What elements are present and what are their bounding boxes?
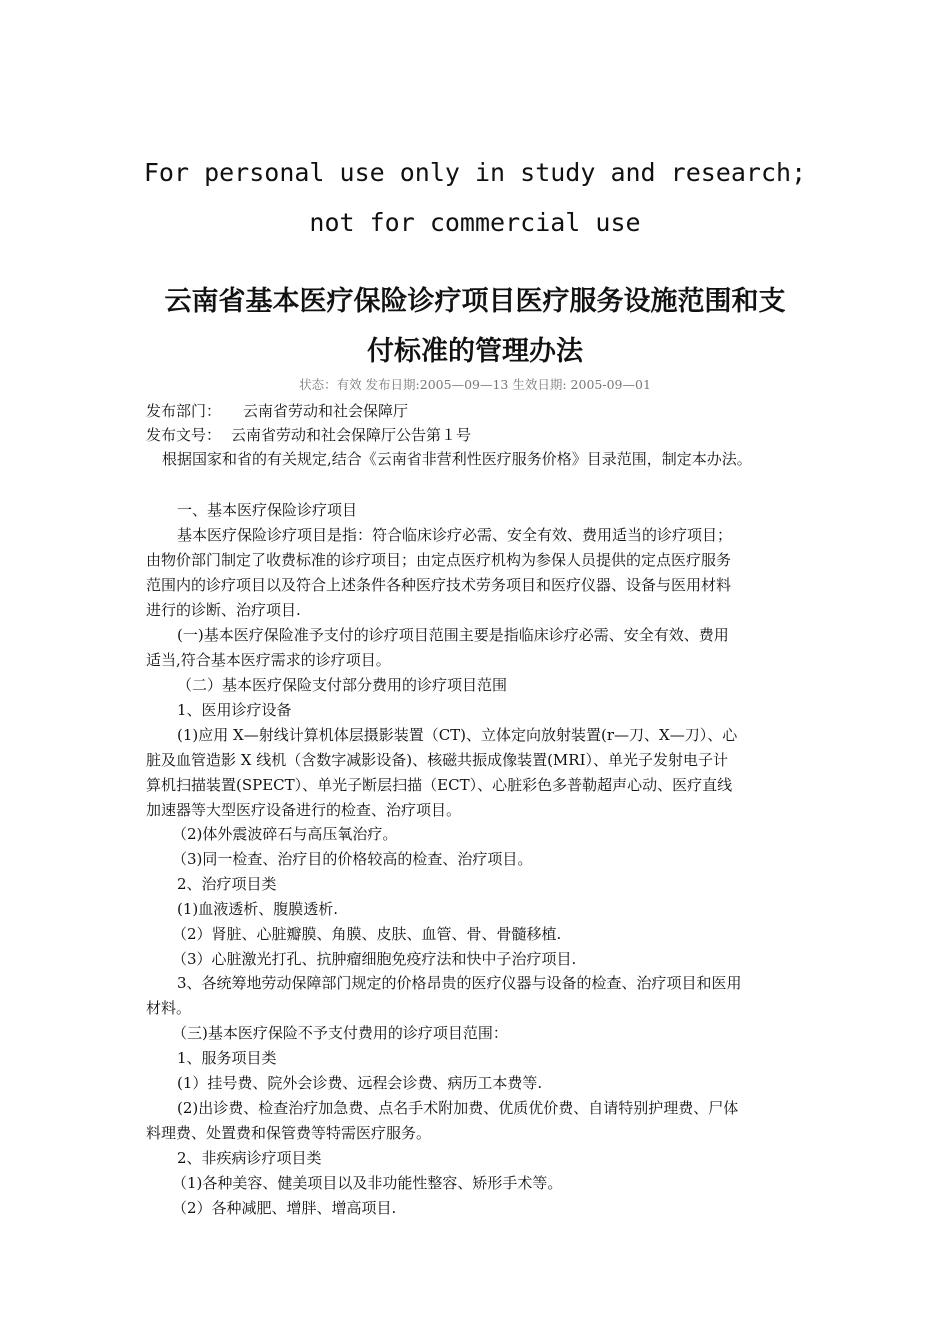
item-heading: 1、医用诊疗设备 bbox=[177, 701, 292, 719]
item-line: （2）各种减肥、增胖、增高项目. bbox=[172, 1199, 397, 1217]
watermark-line-2: not for commercial use bbox=[309, 208, 641, 237]
item-line: (1）挂号费、院外会诊费、远程会诊费、病历工本费等. bbox=[177, 1074, 543, 1092]
watermark-line-1: For personal use only in study and research; bbox=[143, 158, 807, 187]
item-line: 3、各统筹地劳动保障部门规定的价格昂贵的医疗仪器与设备的检查、治疗项目和医用 bbox=[177, 974, 742, 992]
docno-value: 云南省劳动和社会保障厅公告第１号 bbox=[231, 426, 472, 444]
item-line: (2)出诊费、检查治疗加急费、点名手术附加费、优质优价费、自请特别护理费、尸体 bbox=[177, 1099, 739, 1117]
department-value: 云南省劳动和社会保障厅 bbox=[243, 402, 409, 420]
subsection-c-heading: （三)基本医疗保险不予支付费用的诊疗项目范围： bbox=[172, 1024, 508, 1042]
item-line: （2）肾脏、心脏瓣膜、角膜、皮肤、血管、骨、骨髓移植. bbox=[172, 925, 562, 943]
item-line: （3)同一检查、治疗目的价格较高的检查、治疗项目。 bbox=[172, 850, 533, 868]
item-heading: 1、服务项目类 bbox=[177, 1049, 277, 1067]
document-title-line-2: 付标准的管理办法 bbox=[367, 336, 583, 367]
docno-label: 发布文号： bbox=[146, 426, 222, 444]
item-heading: 2、治疗项目类 bbox=[177, 875, 277, 893]
paragraph-line: 基本医疗保险诊疗项目是指：符合临床诊疗必需、安全有效、费用适当的诊疗项目； bbox=[177, 526, 733, 544]
meta-docno bbox=[146, 424, 471, 445]
item-line: （2)体外震波碎石与高压氧治疗。 bbox=[172, 825, 398, 843]
item-line: (1)血液透析、腹膜透析. bbox=[177, 900, 339, 918]
item-line: 料理费、处置费和保管费等特需医疗服务。 bbox=[146, 1124, 432, 1142]
meta-department bbox=[146, 400, 408, 421]
item-line: （1)各种美容、健美项目以及非功能性整容、矫形手术等。 bbox=[172, 1174, 563, 1192]
status-line: 状态：有效 发布日期:2005—09—13 生效日期: 2005-09—01 bbox=[299, 377, 651, 392]
paragraph-line: 进行的诊断、治疗项目. bbox=[146, 601, 301, 619]
item-line: 加速器等大型医疗设备进行的检查、治疗项目。 bbox=[146, 801, 462, 819]
document-title-line-1: 云南省基本医疗保险诊疗项目医疗服务设施范围和支 bbox=[164, 286, 786, 317]
item-heading: 2、非疾病诊疗项目类 bbox=[177, 1149, 322, 1167]
intro-paragraph: 根据国家和省的有关规定,结合《云南省非营利性医疗服务价格》目录范围，制定本办法。 bbox=[162, 450, 752, 468]
item-line: 材料。 bbox=[146, 999, 192, 1017]
subsection-a-line: (一)基本医疗保险准予支付的诊疗项目范围主要是指临床诊疗必需、安全有效、费用 bbox=[177, 626, 729, 644]
paragraph-line: 由物价部门制定了收费标准的诊疗项目；由定点医疗机构为参保人员提供的定点医疗服务 bbox=[146, 551, 732, 569]
section-1-heading: 一、基本医疗保险诊疗项目 bbox=[177, 501, 358, 519]
department-label: 发布部门： bbox=[146, 402, 222, 420]
item-line: 脏及血管造影 X 线机（含数字减影设备)、核磁共振成像装置(MRI）、单光子发射电子计 bbox=[146, 751, 729, 769]
subsection-b-heading: （二）基本医疗保险支付部分费用的诊疗项目范围 bbox=[177, 676, 508, 694]
paragraph-line: 范围内的诊疗项目以及符合上述条件各种医疗技术劳务项目和医疗仪器、设备与医用材料 bbox=[146, 576, 732, 594]
item-line: (1)应用 X—射线计算机体层摄影装置（CT)、立体定向放射装置(r—刀、X—刀）、心 bbox=[177, 726, 738, 744]
subsection-a-line: 适当,符合基本医疗需求的诊疗项目。 bbox=[146, 651, 391, 669]
item-line: （3）心脏激光打孔、抗肿瘤细胞免疫疗法和快中子治疗项目. bbox=[172, 950, 577, 968]
item-line: 算机扫描装置(SPECT）、单光子断层扫描（ECT）、心脏彩色多普勒超声心动、医疗直线 bbox=[146, 776, 733, 794]
